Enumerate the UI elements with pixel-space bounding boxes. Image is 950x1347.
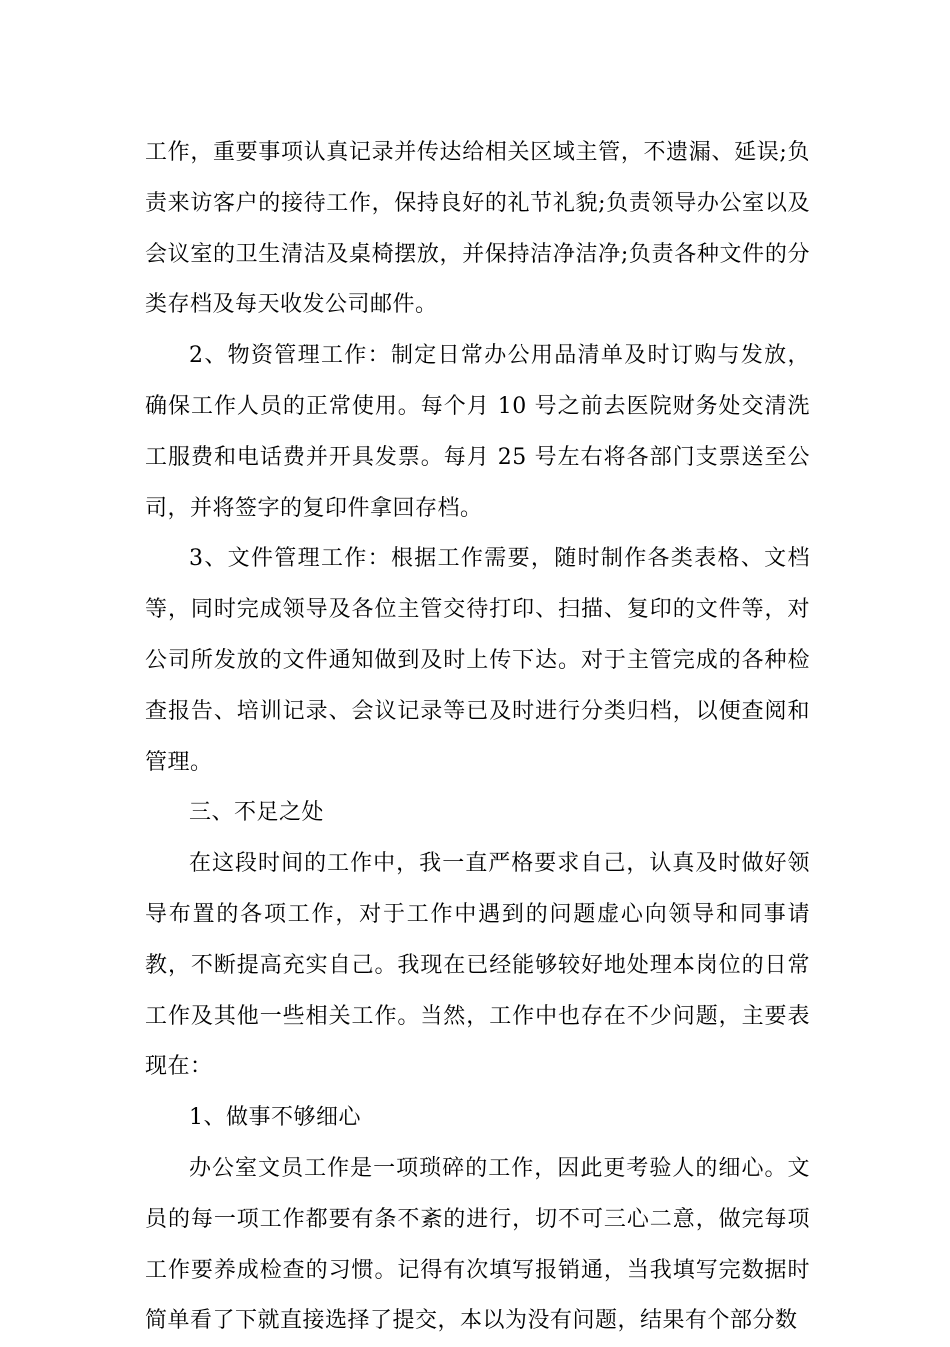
paragraph-duties-continued: 工作，重要事项认真记录并传达给相关区域主管，不遗漏、延误;负责来访客户的接待工作，保持良好的礼节礼貌;负责领导办公室以及会议室的卫生清洁及桌椅摆放，并保持洁净洁净;负责各种文件的分类存档及每天收发公司邮件。 [145, 140, 810, 318]
paragraph-shortcomings-intro: 在这段时间的工作中，我一直严格要求自己，认真及时做好领导布置的各项工作，对于工作中遇到的问题虚心向领导和同事请教，不断提高充实自己。我现在已经能够较好地处理本岗位的日常工作及其他一些相关工作。当然，工作中也存在不少问题，主要表现在： [145, 851, 810, 1080]
subheading-not-careful: 1、做事不够细心 [189, 1105, 361, 1131]
paragraph-clerk-work: 办公室文员工作是一项琐碎的工作，因此更考验人的细心。文员的每一项工作都要有条不紊的进行，切不可三心二意，做完每项工作要养成检查的习惯。记得有次填写报销通，当我填写完数据时简单看了下就直接选择了提交，本以为没有问题，结果有个部分数 [145, 1155, 810, 1334]
section-heading-shortcomings: 三、不足之处 [189, 800, 325, 826]
paragraph-file-management: 3、文件管理工作：根据工作需要，随时制作各类表格、文档等，同时完成领导及各位主管交待打印、扫描、复印的文件等，对公司所发放的文件通知做到及时上传下达。对于主管完成的各种检查报告、培训记录、会议记录等已及时进行分类归档，以便查阅和管理。 [145, 546, 810, 775]
document-body [145, 128, 810, 1347]
paragraph-material-management: 2、物资管理工作：制定日常办公用品清单及时订购与发放，确保工作人员的正常使用。每个月 10 号之前去医院财务处交清洗工服费和电话费并开具发票。每月 25 号左右将各部门支票送至公司，并将签字的复印件拿回存档。 [145, 343, 810, 521]
